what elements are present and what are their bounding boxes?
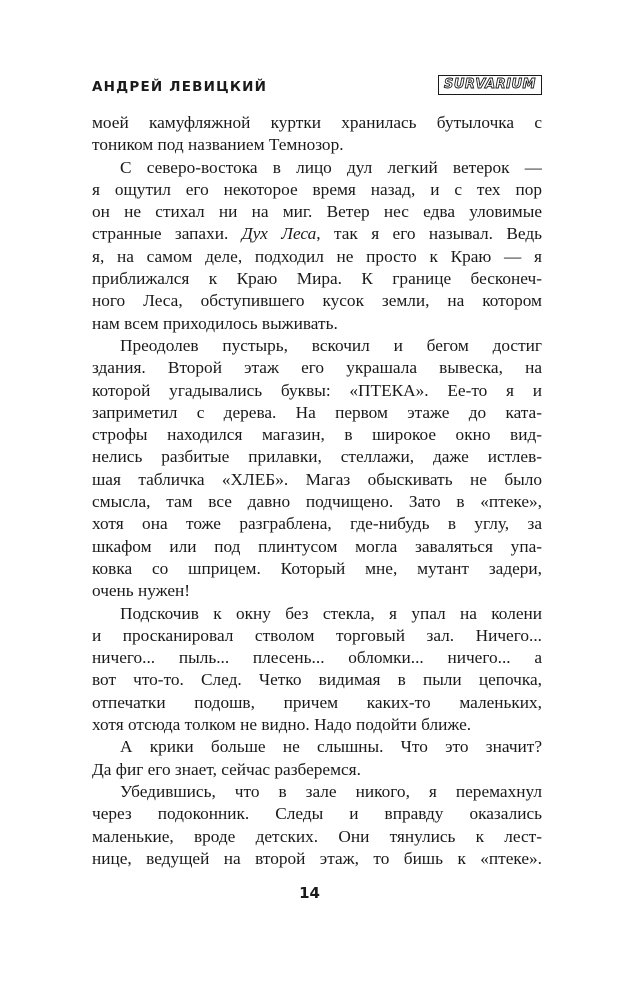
text-line: А крики больше не слышны. Что это значит? (120, 737, 542, 757)
text-line: хотя она тоже разграблена, где-нибудь в углу, за (92, 514, 542, 534)
text-line: приближался к Краю Мира. К границе бесконеч- (92, 269, 542, 289)
text-line: нелись разбитые прилавки, стеллажи, даже истлев- (92, 447, 542, 467)
text-line: смысла, там все давно подчищено. Зато в «птеке», (92, 492, 542, 512)
text-fragment: странные запахи. (92, 224, 229, 244)
text-line: он не стихал ни на миг. Ветер нес едва уловимые (92, 202, 542, 222)
text-line: строфы находился магазин, в широкое окно вид- (92, 425, 542, 445)
text-fragment: , так я его называл. Ведь (316, 224, 542, 244)
text-line: Подскочив к окну без стекла, я упал на колени (120, 603, 542, 623)
series-logo: SURVARIUM (438, 75, 542, 95)
text-line: и просканировал стволом торговый зал. Ничего... (92, 625, 542, 645)
page-body-text (92, 112, 542, 870)
running-header-author: АНДРЕЙ ЛЕВИЦКИЙ (92, 79, 268, 95)
text-line: тоником под названием Темнозор. (92, 135, 344, 155)
text-line: заприметил с дерева. На первом этаже до ката- (92, 402, 542, 422)
text-line: я ощутил его некоторое время назад, и с тех пор (92, 179, 542, 199)
italic-term: Дух Леса (241, 224, 317, 244)
text-line: отпечатки подошв, причем каких-то маленьких, (92, 692, 542, 712)
text-line: здания. Второй этаж его украшала вывеска, на (92, 358, 542, 378)
text-line: нице, ведущей на второй этаж, то бишь к «птеке». (92, 848, 542, 868)
text-line: вот что-то. След. Четко видимая в пыли цепочка, (92, 670, 542, 690)
text-line: Да фиг его знает, сейчас разберемся. (92, 759, 361, 779)
text-line: шкафом или под плинтусом могла заваляться упа- (92, 536, 542, 556)
text-line: Убедившись, что в зале никого, я перемахнул (120, 781, 542, 801)
text-line: Преодолев пустырь, вскочил и бегом достиг (120, 335, 542, 355)
text-line: моей камуфляжной куртки хранилась бутылочка с (92, 113, 542, 132)
text-line: я, на самом деле, подходил не просто к Краю — я (92, 246, 542, 266)
text-line: маленькие, вроде детских. Они тянулись к лест- (92, 826, 542, 846)
text-line: хотя отсюда толком не видно. Надо подойти ближе. (92, 715, 472, 735)
page-number: 14 (299, 884, 320, 902)
text-line: ничего... пыль... плесень... обломки... ничего... а (92, 648, 542, 668)
text-line (92, 223, 542, 245)
text-line: шая табличка «ХЛЕБ». Магаз обыскивать не было (92, 469, 542, 489)
text-line: С северо-востока в лицо дул легкий ветерок — (120, 157, 542, 177)
text-line: нам всем приходилось выживать. (92, 313, 338, 333)
text-line: через подоконник. Следы и вправду оказались (92, 804, 542, 824)
text-line: очень нужен! (92, 581, 191, 601)
text-line: ковка со шприцем. Который мне, мутант задери, (92, 558, 542, 578)
text-line: которой угадывались буквы: «ПТЕКА». Ее-то я и (92, 380, 542, 400)
text-line: ного Леса, обступившего кусок земли, на котором (92, 291, 542, 311)
